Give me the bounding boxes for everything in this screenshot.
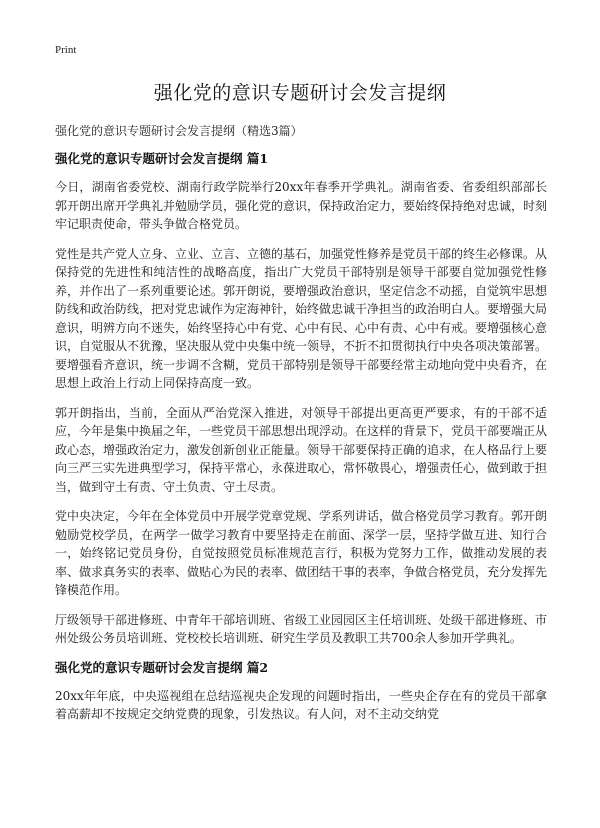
print-label: Print: [55, 44, 77, 56]
paragraph: 今日，湖南省委党校、湖南行政学院举行20xx年春季开学典礼。湖南省委、省委组织部部长郭开朗出席开学典礼并勉励学员，强化党的意识，保持政治定力，要始终保持绝对忠诚，时刻牢记职责使命，带头争做合格党员。: [55, 180, 548, 231]
document-title: 强化党的意识专题研讨会发言提纲: [153, 82, 447, 104]
document-subtitle: 强化党的意识专题研讨会发言提纲（精选3篇）: [55, 124, 303, 138]
paragraph: 党中央决定，今年在全体党员中开展学党章党规、学系列讲话，做合格党员学习教育。郭开朗勉励党校学员，在两学一做学习教育中要坚持走在前面、深学一层，坚持学做互进、知行合一，始终铭记党员身份，自觉按照党员标准规范言行，积极为党努力工作，做推动发展的表率、做求真务实的表率、做贴心为民的表率、做团结干事的表率，争做合格党员，充分发挥先锋模范作用。: [55, 509, 548, 597]
document-body: [55, 150, 547, 735]
section-heading-1: 强化党的意识专题研讨会发言提纲 篇1: [55, 151, 269, 166]
paragraph: 厅级领导干部进修班、中青年干部培训班、省级工业园园区主任培训班、处级干部进修班、市州处级公务员培训班、党校校长培训班、研究生学员及教职工共700余人参加开学典礼。: [55, 612, 548, 645]
paragraph: 郭开朗指出，当前，全面从严治党深入推进，对领导干部提出更高更严要求，有的干部不适应，今年是集中换届之年，一些党员干部思想出现浮动。在这样的背景下，党员干部要端正从政心态，增强政治定力，激发创新创业正能量。领导干部要保持正确的追求，在人格品行上要向三严三实先进典型学习，保持平常心，永葆进取心，常怀敬畏心，增强责任心，做到敢于担当，做到守土有责、守土负责、守土尽责。: [55, 405, 548, 494]
paragraph: 20xx年年底，中央巡视组在总结巡视央企发现的问题时指出，一些央企存在有的党员干部拿着高薪却不按规定交纳党费的现象，引发热议。有人问，对不主动交纳党: [55, 688, 547, 721]
section-heading-2: 强化党的意识专题研讨会发言提纲 篇2: [55, 659, 269, 675]
paragraph: 党性是共产党人立身、立业、立言、立德的基石，加强党性修养是党员干部的终生必修课。从保持党的先进性和纯洁性的战略高度，指出广大党员干部特别是领导干部要自觉加强党性修养，并作出了一系列重要论述。郭开朗说，要增强政治意识，坚定信念不动摇，自觉筑牢思想防线和政治防线，把对党忠诚作为定海神针，始终做忠诚干净担当的政治明白人。要增强大局意识，明辨方向不迷失，始终坚持心中有党、心中有民、心中有责、心中有戒。要增强核心意识，自觉服从不犹豫，坚决服从党中央集中统一领导，不折不扣贯彻执行中央各项决策部署。要增强看齐意识，统一步调不含糊，党员干部特别是领导干部要经常主动地向党中央看齐，在思想上政治上行动上同保持高度一致。: [55, 246, 548, 390]
